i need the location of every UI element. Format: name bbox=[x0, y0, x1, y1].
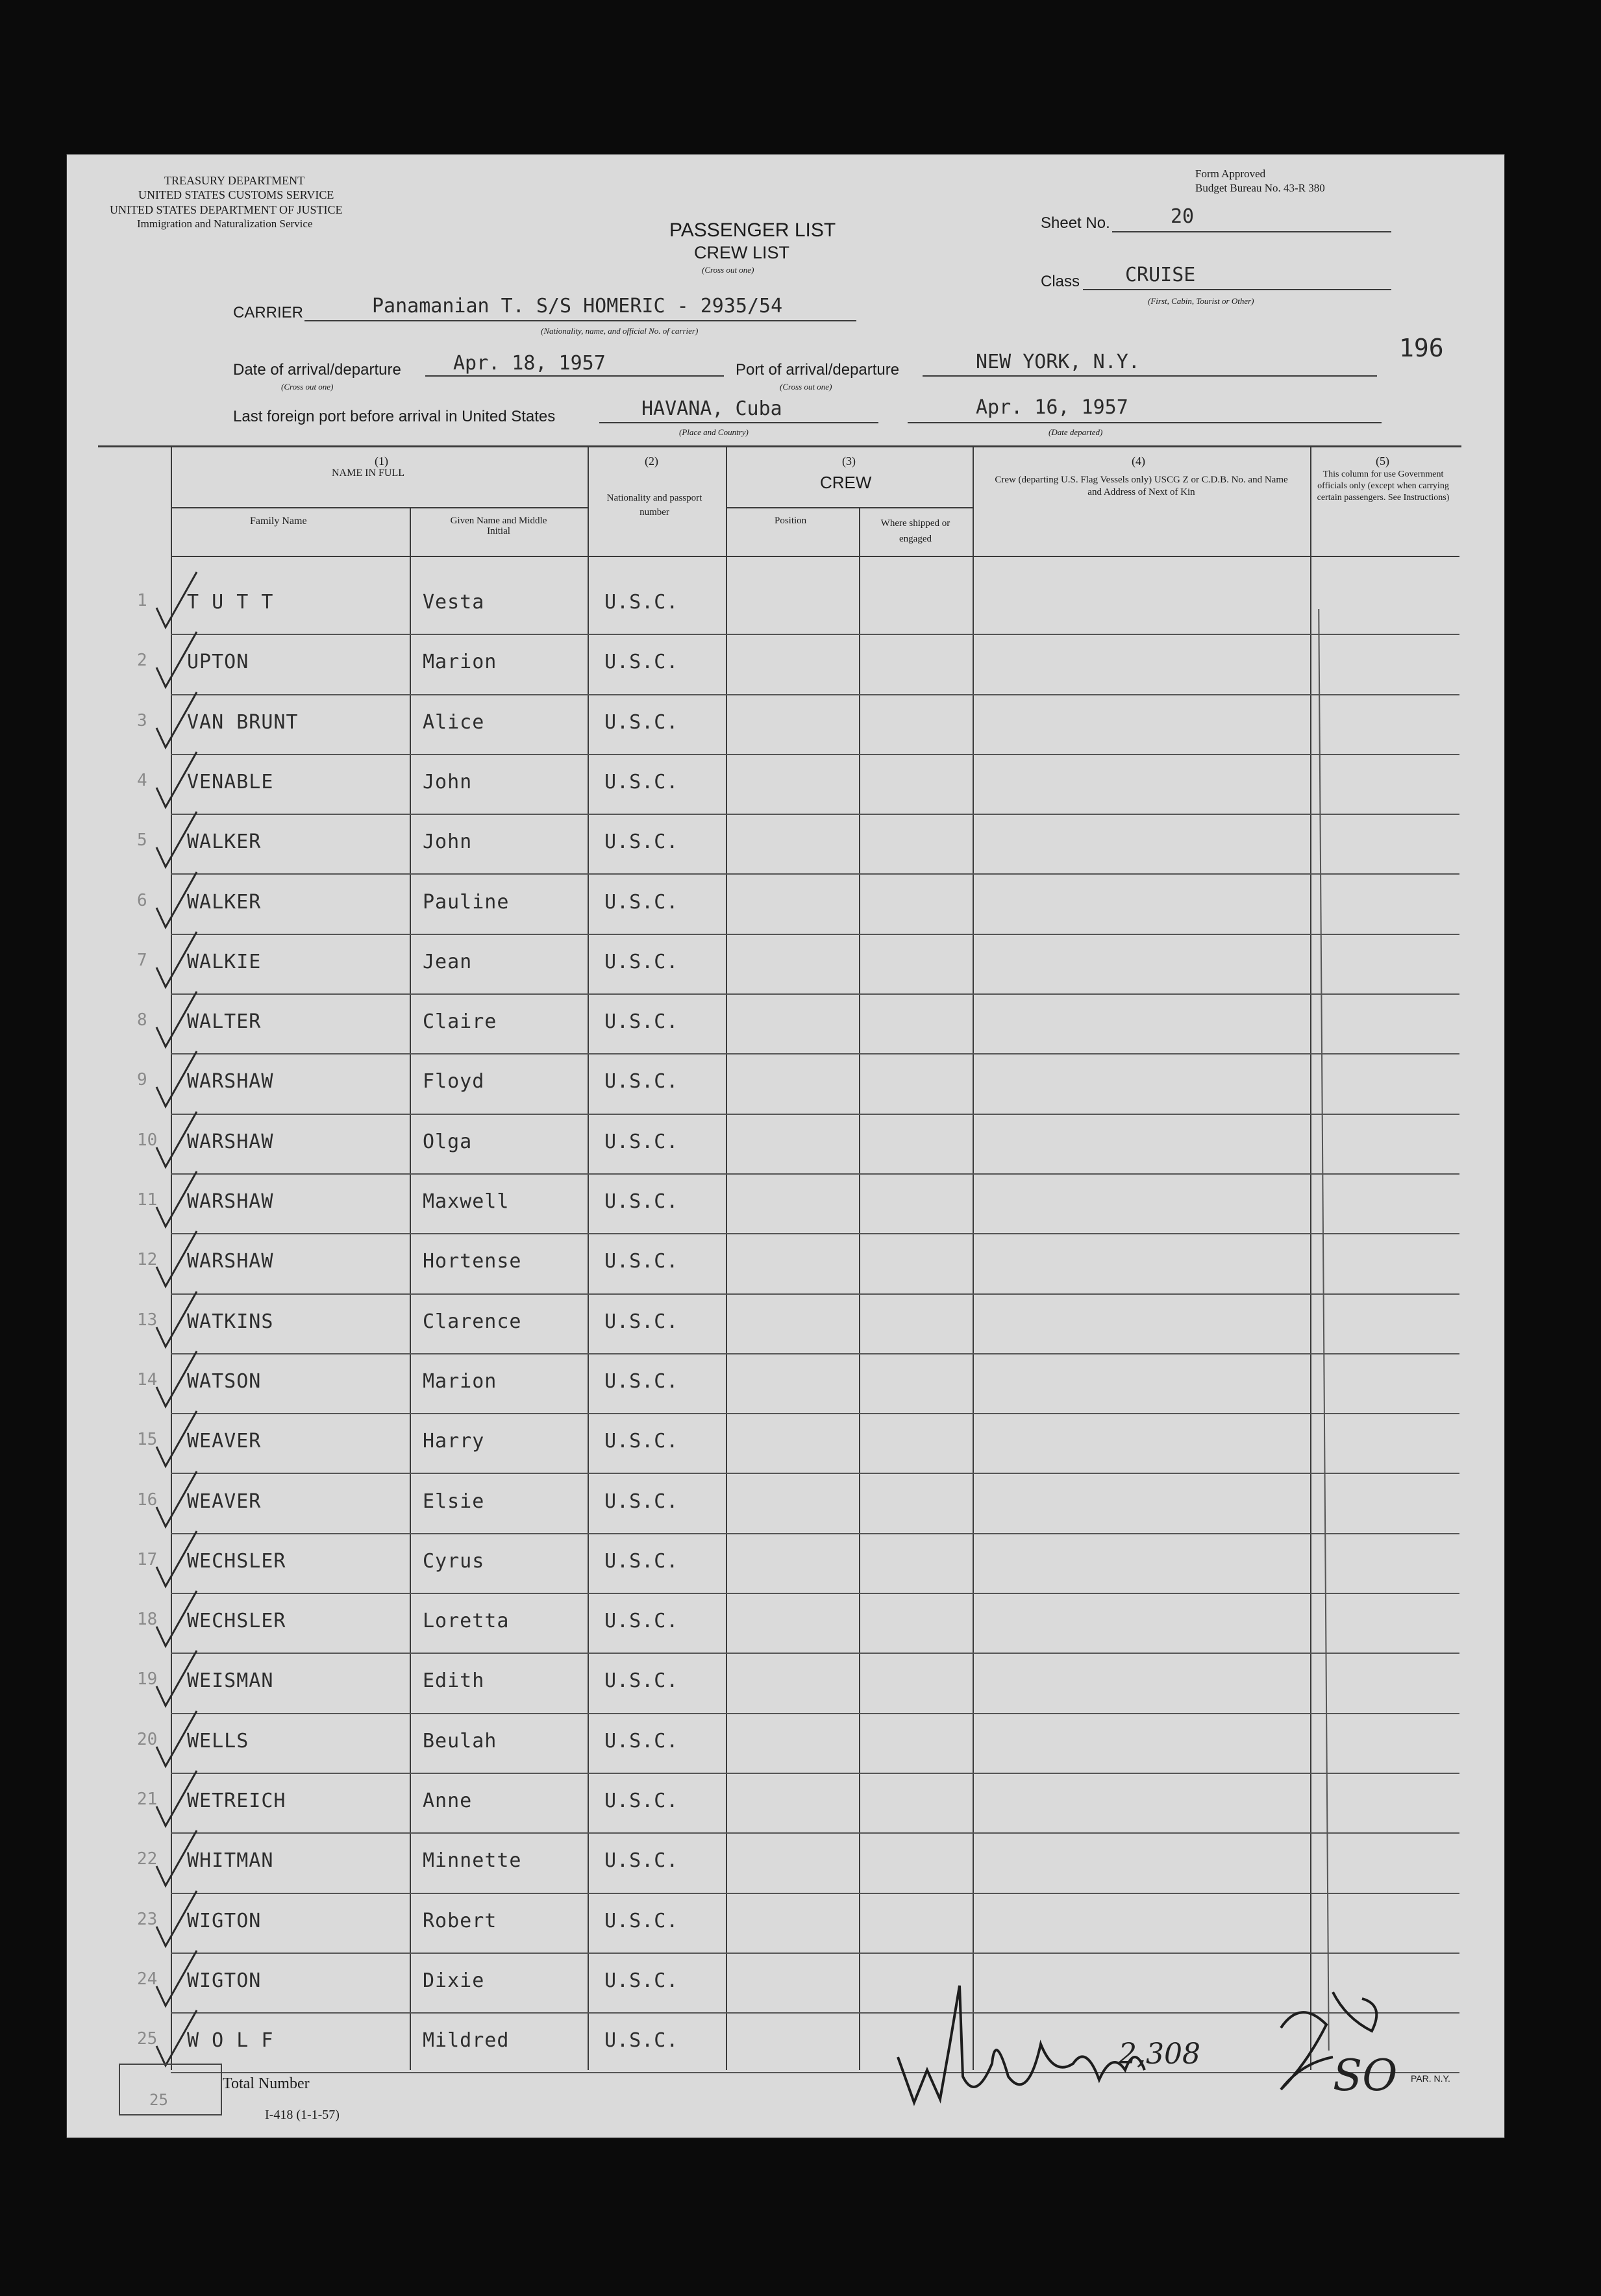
row-number: 17 bbox=[137, 1549, 158, 1569]
row-number: 19 bbox=[137, 1669, 158, 1690]
family-name-cell: WETREICH bbox=[187, 1790, 286, 1812]
table-row bbox=[67, 996, 1504, 1056]
col2-title: Nationality and passport number bbox=[606, 493, 702, 518]
given-name-cell: John bbox=[423, 770, 473, 793]
given-name-cell: Mildred bbox=[423, 2029, 510, 2053]
family-name-cell: WELLS bbox=[187, 1729, 249, 1753]
family-name-cell: W O L F bbox=[187, 2029, 274, 2053]
family-name-cell: WARSHAW bbox=[187, 1130, 274, 1153]
agency-line-1: TREASURY DEPARTMENT bbox=[164, 174, 305, 187]
table-row bbox=[67, 1356, 1504, 1416]
class-label: Class bbox=[1041, 273, 1080, 290]
arrival-value: Apr. 18, 1957 bbox=[453, 352, 606, 375]
date-departed-value: Apr. 16, 1957 bbox=[976, 396, 1128, 419]
family-name-cell: WALKER bbox=[187, 890, 262, 914]
row-rule bbox=[171, 1593, 1459, 1594]
row-number: 6 bbox=[137, 890, 147, 910]
row-rule bbox=[171, 754, 1459, 755]
table-row bbox=[67, 1176, 1504, 1236]
family-name-cell: WECHSLER bbox=[187, 1610, 286, 1633]
family-name-cell: WHITMAN bbox=[187, 1849, 274, 1873]
handwritten-initials: SO bbox=[1333, 2051, 1398, 2101]
budget-bureau-no: Budget Bureau No. 43-R 380 bbox=[1195, 182, 1325, 194]
sheet-label: Sheet No. bbox=[1041, 214, 1110, 232]
table-row bbox=[67, 1655, 1504, 1715]
row-number: 8 bbox=[137, 1010, 147, 1030]
nationality-cell: U.S.C. bbox=[604, 1790, 679, 1812]
arrival-label: Date of arrival/departure bbox=[233, 361, 401, 379]
nationality-cell: U.S.C. bbox=[604, 770, 679, 793]
row-rule bbox=[171, 634, 1459, 635]
family-name-cell: T U T T bbox=[187, 591, 274, 614]
nationality-cell: U.S.C. bbox=[604, 1610, 679, 1633]
row-rule bbox=[171, 1832, 1459, 1834]
cross-out-hint: (Cross out one) bbox=[702, 265, 754, 275]
nationality-cell: U.S.C. bbox=[604, 2029, 679, 2053]
family-name-cell: WEAVER bbox=[187, 1490, 262, 1513]
col1-num: (1) bbox=[375, 455, 388, 468]
port-cross-hint: (Cross out one) bbox=[780, 382, 832, 392]
given-name-cell: Vesta bbox=[423, 591, 485, 614]
nationality-cell: U.S.C. bbox=[604, 710, 679, 734]
sheet-number: 20 bbox=[1171, 205, 1195, 228]
given-name-cell: Edith bbox=[423, 1669, 485, 1693]
row-number: 23 bbox=[137, 1909, 158, 1929]
row-rule bbox=[171, 1114, 1459, 1115]
row-number: 7 bbox=[137, 950, 147, 970]
family-name-cell: WEAVER bbox=[187, 1430, 262, 1453]
col1-title: NAME IN FULL bbox=[332, 468, 404, 479]
total-number-label: Total Number bbox=[223, 2075, 310, 2092]
family-name-cell: WIGTON bbox=[187, 1969, 262, 1992]
table-row bbox=[67, 1416, 1504, 1475]
col5-num: (5) bbox=[1376, 455, 1389, 468]
class-value: CRUISE bbox=[1125, 264, 1196, 286]
row-number: 1 bbox=[137, 591, 147, 610]
table-row bbox=[67, 1835, 1504, 1895]
nationality-cell: U.S.C. bbox=[604, 1969, 679, 1992]
nationality-cell: U.S.C. bbox=[604, 651, 679, 674]
nationality-cell: U.S.C. bbox=[604, 1849, 679, 1873]
row-rule bbox=[171, 1773, 1459, 1774]
row-number: 20 bbox=[137, 1729, 158, 1749]
col3-shipped-header: Where shipped or engaged bbox=[880, 518, 950, 544]
row-rule bbox=[171, 993, 1459, 995]
given-name-cell: Olga bbox=[423, 1130, 473, 1153]
row-number: 16 bbox=[137, 1490, 158, 1510]
row-number: 10 bbox=[137, 1130, 158, 1150]
table-row bbox=[67, 816, 1504, 876]
nationality-cell: U.S.C. bbox=[604, 1010, 679, 1034]
form-approved: Form Approved bbox=[1195, 168, 1266, 180]
table-row bbox=[67, 1476, 1504, 1536]
table-row bbox=[67, 1236, 1504, 1295]
table-row bbox=[67, 636, 1504, 696]
col4-title: Crew (departing U.S. Flag Vessels only) USCG Z or C.D.B. No. and Name and Address of Next of Kin bbox=[995, 475, 1288, 497]
form-number: I-418 (1-1-57) bbox=[265, 2108, 340, 2122]
family-name-cell: WATSON bbox=[187, 1369, 262, 1393]
nationality-cell: U.S.C. bbox=[604, 1130, 679, 1153]
given-name-cell: Jean bbox=[423, 950, 473, 973]
page-title: PASSENGER LIST bbox=[669, 219, 836, 241]
row-number: 24 bbox=[137, 1969, 158, 1989]
class-hint: (First, Cabin, Tourist or Other) bbox=[1148, 296, 1254, 306]
carrier-hint: (Nationality, name, and official No. of carrier) bbox=[541, 326, 699, 336]
total-number-box bbox=[119, 2064, 222, 2115]
given-name-cell: Harry bbox=[423, 1430, 485, 1453]
nationality-cell: U.S.C. bbox=[604, 1909, 679, 1932]
family-name-cell: WALTER bbox=[187, 1010, 262, 1034]
manifest-sheet bbox=[67, 155, 1504, 2138]
given-name-cell: Clarence bbox=[423, 1310, 522, 1333]
page-stamp-number: 196 bbox=[1399, 334, 1444, 362]
nationality-cell: U.S.C. bbox=[604, 890, 679, 914]
col1-family-header: Family Name bbox=[250, 516, 307, 527]
given-name-cell: Cyrus bbox=[423, 1549, 485, 1573]
row-number: 25 bbox=[137, 2029, 158, 2049]
nationality-cell: U.S.C. bbox=[604, 1190, 679, 1213]
family-name-cell: WIGTON bbox=[187, 1909, 262, 1932]
table-row bbox=[67, 1716, 1504, 1775]
family-name-cell: WALKIE bbox=[187, 950, 262, 973]
table-row bbox=[67, 1056, 1504, 1116]
nationality-cell: U.S.C. bbox=[604, 1070, 679, 1093]
row-rule bbox=[171, 814, 1459, 815]
family-name-cell: VENABLE bbox=[187, 770, 274, 793]
total-number-value: 25 bbox=[149, 2091, 168, 2109]
family-name-cell: WATKINS bbox=[187, 1310, 274, 1333]
table-row bbox=[67, 1296, 1504, 1356]
table-row bbox=[67, 697, 1504, 756]
agency-line-3: UNITED STATES DEPARTMENT OF JUSTICE bbox=[110, 203, 343, 216]
nationality-cell: U.S.C. bbox=[604, 591, 679, 614]
nationality-cell: U.S.C. bbox=[604, 950, 679, 973]
nationality-cell: U.S.C. bbox=[604, 1549, 679, 1573]
nationality-cell: U.S.C. bbox=[604, 1310, 679, 1333]
row-number: 15 bbox=[137, 1430, 158, 1450]
nationality-cell: U.S.C. bbox=[604, 1729, 679, 1753]
arrival-cross-hint: (Cross out one) bbox=[281, 382, 334, 392]
row-number: 3 bbox=[137, 710, 147, 730]
col3-position-header: Position bbox=[775, 516, 807, 526]
row-rule bbox=[171, 1293, 1459, 1295]
family-name-cell: WECHSLER bbox=[187, 1549, 286, 1573]
family-name-cell: WEISMAN bbox=[187, 1669, 274, 1693]
row-rule bbox=[171, 1053, 1459, 1054]
col3-num: (3) bbox=[842, 455, 856, 468]
handwritten-number: 2,308 bbox=[1119, 2038, 1200, 2071]
given-name-cell: Elsie bbox=[423, 1490, 485, 1513]
given-name-cell: Hortense bbox=[423, 1250, 522, 1273]
agency-line-4: Immigration and Naturalization Service bbox=[137, 218, 313, 230]
row-rule bbox=[171, 1353, 1459, 1354]
given-name-cell: Minnette bbox=[423, 1849, 522, 1873]
family-name-cell: WARSHAW bbox=[187, 1070, 274, 1093]
table-row bbox=[67, 936, 1504, 996]
col3-title: CREW bbox=[820, 473, 872, 492]
row-number: 9 bbox=[137, 1070, 147, 1090]
row-rule bbox=[171, 1413, 1459, 1414]
row-number: 11 bbox=[137, 1190, 158, 1210]
row-number: 22 bbox=[137, 1849, 158, 1869]
family-name-cell: WARSHAW bbox=[187, 1190, 274, 1213]
date-departed-hint: (Date departed) bbox=[1049, 427, 1103, 437]
table-row bbox=[67, 1116, 1504, 1176]
last-port-hint: (Place and Country) bbox=[679, 427, 749, 437]
last-port-label: Last foreign port before arrival in United States bbox=[233, 408, 556, 425]
row-number: 13 bbox=[137, 1310, 158, 1330]
row-rule bbox=[171, 1713, 1459, 1714]
given-name-cell: Loretta bbox=[423, 1610, 510, 1633]
given-name-cell: Pauline bbox=[423, 890, 510, 914]
table-row bbox=[67, 877, 1504, 936]
given-name-cell: Anne bbox=[423, 1790, 473, 1812]
family-name-cell: WARSHAW bbox=[187, 1250, 274, 1273]
carrier-value: Panamanian T. S/S HOMERIC - 2935/54 bbox=[372, 295, 783, 318]
col1-given-header: Given Name and Middle Initial bbox=[450, 516, 547, 536]
row-rule bbox=[171, 1533, 1459, 1534]
given-name-cell: Maxwell bbox=[423, 1190, 510, 1213]
table-top-rule bbox=[98, 445, 1461, 447]
family-name-cell: WALKER bbox=[187, 830, 262, 854]
row-number: 18 bbox=[137, 1610, 158, 1630]
row-rule bbox=[171, 1473, 1459, 1474]
agency-line-2: UNITED STATES CUSTOMS SERVICE bbox=[138, 188, 334, 201]
row-number: 5 bbox=[137, 830, 147, 851]
family-name-cell: UPTON bbox=[187, 651, 249, 674]
given-name-cell: Marion bbox=[423, 651, 497, 674]
given-name-cell: Alice bbox=[423, 710, 485, 734]
row-rule bbox=[171, 694, 1459, 695]
nationality-cell: U.S.C. bbox=[604, 1669, 679, 1693]
given-name-cell: Beulah bbox=[423, 1729, 497, 1753]
row-rule bbox=[171, 934, 1459, 935]
table-row bbox=[67, 1775, 1504, 1835]
row-number: 4 bbox=[137, 770, 147, 790]
page-subtitle: CREW LIST bbox=[694, 243, 790, 262]
nationality-cell: U.S.C. bbox=[604, 1369, 679, 1393]
col2-num: (2) bbox=[645, 455, 658, 468]
row-rule bbox=[171, 1893, 1459, 1894]
col5-title: This column for use Government officials only (except when carrying certain passengers. See Instructions) bbox=[1317, 469, 1450, 503]
table-row bbox=[67, 1536, 1504, 1595]
given-name-cell: Marion bbox=[423, 1369, 497, 1393]
col4-num: (4) bbox=[1132, 455, 1145, 468]
row-rule bbox=[171, 1653, 1459, 1654]
port-value: NEW YORK, N.Y. bbox=[976, 351, 1140, 373]
row-number: 12 bbox=[137, 1250, 158, 1270]
given-name-cell: John bbox=[423, 830, 473, 854]
given-name-cell: Dixie bbox=[423, 1969, 485, 1992]
given-name-cell: Floyd bbox=[423, 1070, 485, 1093]
row-number: 14 bbox=[137, 1369, 158, 1390]
row-rule bbox=[171, 1233, 1459, 1234]
family-name-cell: VAN BRUNT bbox=[187, 710, 299, 734]
row-number: 2 bbox=[137, 651, 147, 671]
last-port-value: HAVANA, Cuba bbox=[641, 397, 782, 420]
table-row bbox=[67, 756, 1504, 816]
par-ny-stamp: PAR. N.Y. bbox=[1411, 2073, 1450, 2084]
table-row bbox=[67, 1595, 1504, 1655]
nationality-cell: U.S.C. bbox=[604, 830, 679, 854]
given-name-cell: Robert bbox=[423, 1909, 497, 1932]
nationality-cell: U.S.C. bbox=[604, 1490, 679, 1513]
nationality-cell: U.S.C. bbox=[604, 1250, 679, 1273]
row-rule bbox=[171, 873, 1459, 875]
port-label: Port of arrival/departure bbox=[736, 361, 900, 379]
row-number: 21 bbox=[137, 1790, 158, 1809]
nationality-cell: U.S.C. bbox=[604, 1430, 679, 1453]
row-rule bbox=[171, 1173, 1459, 1175]
given-name-cell: Claire bbox=[423, 1010, 497, 1034]
carrier-label: CARRIER bbox=[233, 304, 304, 321]
table-row bbox=[67, 577, 1504, 636]
